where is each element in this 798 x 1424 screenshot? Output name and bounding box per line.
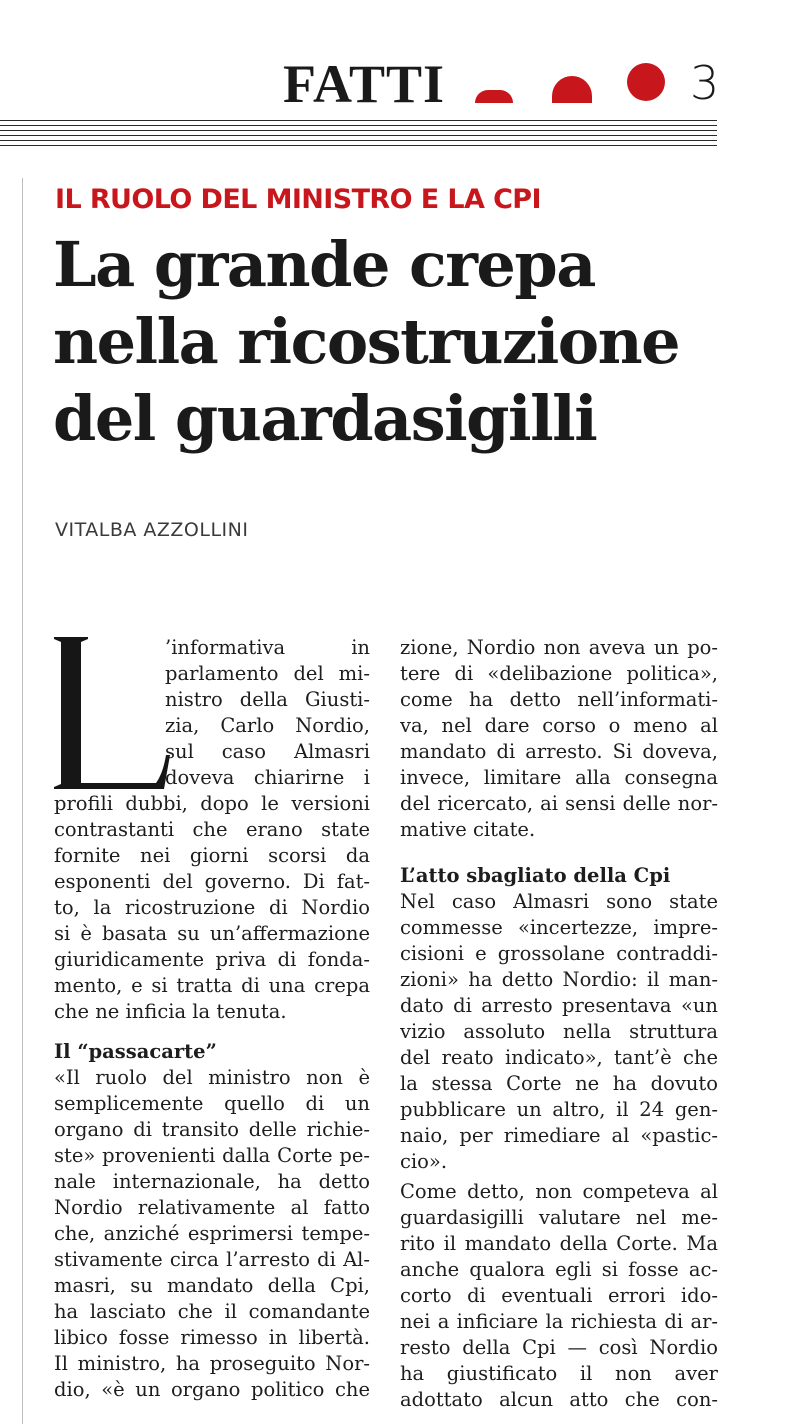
header-rule xyxy=(0,130,717,131)
text-line: guardasigilli valutare nel me- xyxy=(400,1206,718,1229)
text-line: dato di arresto presentava «un xyxy=(400,994,718,1017)
text-line: naio, per rimediare al «pastic- xyxy=(400,1124,718,1147)
text-line: nistro della Giusti- xyxy=(165,688,370,711)
text-line: va, nel dare corso o meno al xyxy=(400,714,718,737)
text-line: che ne inficia la tenuta. xyxy=(54,1000,287,1023)
text-line: ’informativa in xyxy=(165,636,370,659)
section-title: FATTI xyxy=(283,54,446,114)
author-byline: VITALBA AZZOLLINI xyxy=(55,519,249,541)
decorative-dot-small xyxy=(475,90,513,103)
text-line: commesse «incertezze, impre- xyxy=(400,916,718,939)
text-line: giuridicamente priva di fonda- xyxy=(54,948,370,971)
dropcap-paragraph xyxy=(165,635,370,791)
headline-line: nella ricostruzione xyxy=(53,305,680,378)
text-line: ste» provenienti dalla Corte pe- xyxy=(54,1144,370,1167)
text-line: cio». xyxy=(400,1150,448,1173)
text-line: del reato indicato», tant’è che xyxy=(400,1046,718,1069)
text-line: nei a inficiare la richiesta di ar- xyxy=(400,1310,718,1333)
text-line: zioni» ha detto Nordio: il man- xyxy=(400,968,718,991)
text-line: mento, e si tratta di una crepa xyxy=(54,974,370,997)
text-line: profili dubbi, dopo le versioni xyxy=(54,792,370,815)
text-line: Il ministro, ha proseguito Nor- xyxy=(54,1352,370,1375)
headline-line: del guardasigilli xyxy=(53,382,597,455)
header-rule xyxy=(0,120,717,121)
subheading: L’atto sbagliato della Cpi xyxy=(400,864,671,887)
text-line: la stessa Corte ne ha dovuto xyxy=(400,1072,718,1095)
text-line: organo di transito delle richie- xyxy=(54,1118,370,1141)
article-headline xyxy=(53,226,733,457)
body-column-1 xyxy=(54,791,370,1403)
text-line: cisioni e grossolane contraddi- xyxy=(400,942,718,965)
text-line: corto di eventuali errori ido- xyxy=(400,1284,718,1307)
text-line: adottato alcun atto che con- xyxy=(400,1388,718,1411)
header-rule xyxy=(0,145,717,146)
article-kicker: IL RUOLO DEL MINISTRO E LA CPI xyxy=(55,184,541,215)
text-line: libico fosse rimesso in libertà. xyxy=(54,1326,370,1349)
text-line: pubblicare un altro, il 24 gen- xyxy=(400,1098,718,1121)
text-line: doveva chiarirne i xyxy=(165,766,370,789)
text-line: vizio assoluto nella struttura xyxy=(400,1020,718,1043)
text-line: masri, su mandato della Cpi, xyxy=(54,1274,370,1297)
page-number: 3 xyxy=(690,56,720,110)
text-line: anche qualora egli si fosse ac- xyxy=(400,1258,718,1281)
text-line: «Il ruolo del ministro non è xyxy=(54,1066,370,1089)
text-line: che, anziché esprimersi tempe- xyxy=(54,1222,370,1245)
text-line: dio, «è un organo politico che xyxy=(54,1378,370,1401)
body-column-2 xyxy=(400,635,718,1413)
decorative-dot-large xyxy=(627,63,665,101)
header-rule xyxy=(0,140,717,141)
text-line: del ricercato, ai sensi delle nor- xyxy=(400,792,718,815)
text-line: zione, Nordio non aveva un po- xyxy=(400,636,718,659)
text-line: ha giustificato il non aver xyxy=(400,1362,718,1385)
text-line: rito il mandato della Corte. Ma xyxy=(400,1232,718,1255)
text-line: semplicemente quello di un xyxy=(54,1092,370,1115)
text-line: sul caso Almasri xyxy=(165,740,370,763)
header-rule xyxy=(0,135,717,136)
text-line: nale internazionale, ha detto xyxy=(54,1170,370,1193)
text-line: come ha detto nell’informati- xyxy=(400,688,718,711)
text-line: to, la ricostruzione di Nordio xyxy=(54,896,370,919)
column-divider xyxy=(22,178,23,1424)
subheading: Il “passacarte” xyxy=(54,1040,217,1063)
header-rule xyxy=(0,125,717,126)
text-line: zia, Carlo Nordio, xyxy=(165,714,370,737)
text-line: fornite nei giorni scorsi da xyxy=(54,844,370,867)
text-line: si è basata su un’affermazione xyxy=(54,922,370,945)
text-line: contrastanti che erano state xyxy=(54,818,370,841)
text-line: Come detto, non competeva al xyxy=(400,1180,718,1203)
text-line: Nordio relativamente al fatto xyxy=(54,1196,370,1219)
text-line: tere di «delibazione politica», xyxy=(400,662,718,685)
text-line: resto della Cpi — così Nordio xyxy=(400,1336,718,1359)
text-line: ha lasciato che il comandante xyxy=(54,1300,370,1323)
text-line: stivamente circa l’arresto di Al- xyxy=(54,1248,370,1271)
headline-line: La grande crepa xyxy=(53,228,595,301)
text-line: esponenti del governo. Di fat- xyxy=(54,870,370,893)
text-line: mandato di arresto. Si doveva, xyxy=(400,740,718,763)
text-line: parlamento del mi- xyxy=(165,662,370,685)
decorative-dot-medium xyxy=(552,76,592,103)
text-line: mative citate. xyxy=(400,818,536,841)
text-line: invece, limitare alla consegna xyxy=(400,766,718,789)
text-line: Nel caso Almasri sono state xyxy=(400,890,718,913)
drop-cap-letter xyxy=(52,635,170,789)
